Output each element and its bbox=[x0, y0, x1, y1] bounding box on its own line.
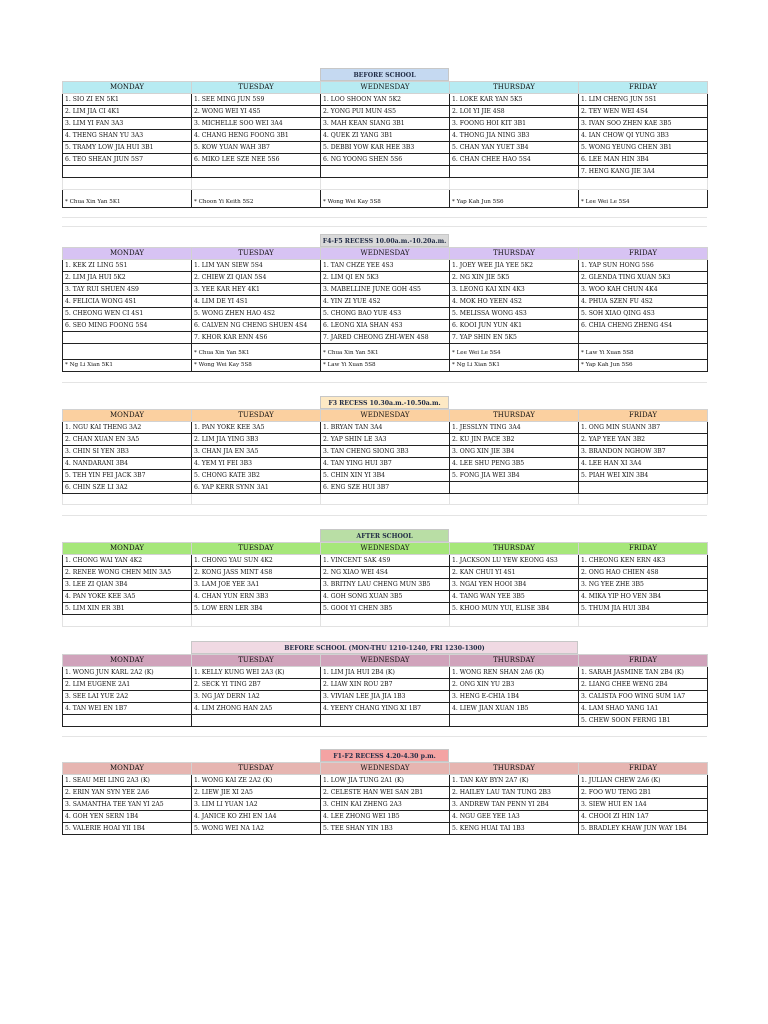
student-cell: 3. NG YEE ZHE 3B5 bbox=[579, 579, 708, 591]
student-cell bbox=[321, 166, 450, 178]
student-cell bbox=[63, 714, 192, 726]
student-cell: 1. LOKE KAR YAN 5K5 bbox=[450, 94, 579, 106]
student-cell: 6. YAP KERR SYNN 3A1 bbox=[192, 481, 321, 493]
student-cell: 4. THENG SHAN YU 3A3 bbox=[63, 130, 192, 142]
teacher-cell: * Ng Li Xian 5K1 bbox=[450, 359, 579, 371]
student-cell: 6. LEONG XIA SHAN 4S3 bbox=[321, 319, 450, 331]
day-header: THURSDAY bbox=[450, 82, 579, 94]
student-cell bbox=[450, 166, 579, 178]
student-cell: 4. LIM DE YI 4S1 bbox=[192, 295, 321, 307]
student-cell bbox=[63, 166, 192, 178]
table-row bbox=[63, 106, 708, 118]
student-cell: 2. LIM QI EN 5K3 bbox=[321, 271, 450, 283]
student-cell: 2. KU JIN PACE 3B2 bbox=[450, 433, 579, 445]
table-row bbox=[63, 295, 708, 307]
student-cell: 2. LOI YI JIE 4S8 bbox=[450, 106, 579, 118]
student-cell: 3. FOONG HOI KIT 3B1 bbox=[450, 118, 579, 130]
student-cell: 4. TANG WAN YEE 3B5 bbox=[450, 591, 579, 603]
day-header: FRIDAY bbox=[579, 82, 708, 94]
student-cell: 2. LIANG CHEE WENG 2B4 bbox=[579, 678, 708, 690]
student-cell: 4. CHAN YUN ERN 3B3 bbox=[192, 591, 321, 603]
student-cell: 2. TEY WEN WEI 4S4 bbox=[579, 106, 708, 118]
block-title-row bbox=[62, 641, 707, 654]
teacher-cell: * Yap Kah Jun 5S6 bbox=[450, 189, 579, 207]
block-title-row bbox=[62, 396, 707, 409]
student-cell: 1. SIO ZI EN 5K1 bbox=[63, 94, 192, 106]
table-row bbox=[63, 678, 708, 690]
block-f1-f2-recess bbox=[62, 749, 707, 835]
student-cell: 1. TAN KAY BYN 2A7 (K) bbox=[450, 774, 579, 786]
block-title-row bbox=[62, 68, 707, 81]
student-cell: 3. LIM LI YUAN 1A2 bbox=[192, 798, 321, 810]
duty-table bbox=[62, 762, 708, 835]
student-cell: 3. ANDREW TAN PENN YI 2B4 bbox=[450, 798, 579, 810]
student-cell: 3. TAY RUI SHUEN 4S9 bbox=[63, 283, 192, 295]
student-cell: 4. IAN CHOW QI YUNG 3B3 bbox=[579, 130, 708, 142]
student-cell: 5. TEH YIN FEI JACK 3B7 bbox=[63, 469, 192, 481]
day-header: WEDNESDAY bbox=[321, 82, 450, 94]
student-cell: 1. SEE MING JUN 5S9 bbox=[192, 94, 321, 106]
student-cell: 5. BRADLEY KHAW JUN WAY 1B4 bbox=[579, 822, 708, 834]
student-cell: 2. CHIEW ZI QIAN 5S4 bbox=[192, 271, 321, 283]
student-cell: 4. MOK HO YEEN 4S2 bbox=[450, 295, 579, 307]
day-header: THURSDAY bbox=[450, 247, 579, 259]
day-header-row bbox=[63, 247, 708, 259]
student-cell: 2. LIEW JIE XI 2A5 bbox=[192, 786, 321, 798]
student-cell bbox=[450, 714, 579, 726]
student-cell: 5. SOH XIAO QING 4S3 bbox=[579, 307, 708, 319]
student-cell: 1. LIM JIA HUI 2B4 (K) bbox=[321, 666, 450, 678]
student-cell: 3. CHIN SI YEN 3B3 bbox=[63, 445, 192, 457]
student-cell: 2. WONG WEI YI 4S5 bbox=[192, 106, 321, 118]
student-cell: 1. WONG KAI ZE 2A2 (K) bbox=[192, 774, 321, 786]
student-cell: 6. TEO SHEAN JIUN 5S7 bbox=[63, 154, 192, 166]
day-header-row bbox=[63, 762, 708, 774]
student-cell: 1. BRYAN TAN 3A4 bbox=[321, 421, 450, 433]
teacher-cell: * Ng Li Xian 5K1 bbox=[63, 359, 192, 371]
student-cell: 2. NG XIAO WEI 4S4 bbox=[321, 567, 450, 579]
student-cell: 3. YEE KAR HEY 4K1 bbox=[192, 283, 321, 295]
student-cell: 2. NG XIN JIE 5K5 bbox=[450, 271, 579, 283]
student-cell: 1. CHEONG KEN ERN 4K3 bbox=[579, 555, 708, 567]
teacher-row bbox=[63, 343, 708, 359]
student-cell: 2. CHAN XUAN EN 3A5 bbox=[63, 433, 192, 445]
teacher-cell: * Chua Xin Yan 5K1 bbox=[321, 343, 450, 359]
block-title: F4-F5 RECESS 10.00a.m.-10.20a.m. bbox=[320, 234, 449, 247]
student-cell: 5. CHONG KATE 3B2 bbox=[192, 469, 321, 481]
student-cell: 1. WONG JUN KARL 2A2 (K) bbox=[63, 666, 192, 678]
day-header: WEDNESDAY bbox=[321, 762, 450, 774]
student-cell: 1. CHONG YAU SUN 4K2 bbox=[192, 555, 321, 567]
student-cell: 5. LOW ERN LER 3B4 bbox=[192, 603, 321, 615]
student-cell: 3. LEONG KAI XIN 4K3 bbox=[450, 283, 579, 295]
student-cell: 3. NGAI YEN HOOI 3B4 bbox=[450, 579, 579, 591]
student-cell: 4. YIN ZI YUE 4S2 bbox=[321, 295, 450, 307]
student-cell: 2. ERIN YAN SYN YEE 2A6 bbox=[63, 786, 192, 798]
student-cell: 3. CHIN KAI ZHENG 2A3 bbox=[321, 798, 450, 810]
student-cell: 7. YAP SHIN EN 5K5 bbox=[450, 331, 579, 343]
table-row bbox=[63, 798, 708, 810]
duty-table bbox=[62, 654, 708, 727]
student-cell: 4. LIEW JIAN XUAN 1B5 bbox=[450, 702, 579, 714]
table-row bbox=[63, 579, 708, 591]
day-header: TUESDAY bbox=[192, 543, 321, 555]
teacher-cell: * Lee Wei Le 5S4 bbox=[450, 343, 579, 359]
student-cell: 4. YEENY CHANG YING XI 1B7 bbox=[321, 702, 450, 714]
day-header: TUESDAY bbox=[192, 82, 321, 94]
duty-table bbox=[62, 409, 708, 506]
student-cell bbox=[63, 331, 192, 343]
student-cell: 6. CALVEN NG CHENG SHUEN 4S4 bbox=[192, 319, 321, 331]
student-cell: 2. LIM EUGENE 2A1 bbox=[63, 678, 192, 690]
student-cell: 1. WONG REN SHAN 2A6 (K) bbox=[450, 666, 579, 678]
student-cell: 1. TAN CHZE YEE 4S3 bbox=[321, 259, 450, 271]
student-cell: 7. JARED CHEONG ZHI-WEN 4S8 bbox=[321, 331, 450, 343]
table-row bbox=[63, 555, 708, 567]
day-header: WEDNESDAY bbox=[321, 654, 450, 666]
table-row bbox=[63, 810, 708, 822]
student-cell: 3. LIM YI FAN 3A3 bbox=[63, 118, 192, 130]
block-before-school bbox=[62, 68, 707, 208]
student-cell bbox=[192, 166, 321, 178]
student-cell: 5. WONG YEUNG CHEN 3B1 bbox=[579, 142, 708, 154]
table-row bbox=[63, 130, 708, 142]
student-cell: 1. JACKSON LU YEW KEONG 4S3 bbox=[450, 555, 579, 567]
student-cell: 4. YEM YI FEI 3B3 bbox=[192, 457, 321, 469]
student-cell: 5. TRAMY LOW JIA HUI 3B1 bbox=[63, 142, 192, 154]
day-header: FRIDAY bbox=[579, 654, 708, 666]
roster-sheet bbox=[62, 68, 707, 835]
table-row bbox=[63, 445, 708, 457]
student-cell: 1. JESSLYN TING 3A4 bbox=[450, 421, 579, 433]
student-cell: 2. RENEE WONG CHEN MIN 3A5 bbox=[63, 567, 192, 579]
table-row bbox=[63, 457, 708, 469]
section-gap bbox=[62, 208, 707, 234]
duty-table bbox=[62, 81, 708, 208]
day-header: TUESDAY bbox=[192, 762, 321, 774]
day-header: FRIDAY bbox=[579, 762, 708, 774]
teacher-cell: * Lee Wei Le 5S4 bbox=[579, 189, 708, 207]
table-row bbox=[63, 714, 708, 726]
table-row bbox=[63, 469, 708, 481]
student-cell: 4. LEE ZHONG WEI 1B5 bbox=[321, 810, 450, 822]
student-cell bbox=[321, 714, 450, 726]
block-title-row bbox=[62, 234, 707, 247]
day-header: MONDAY bbox=[63, 543, 192, 555]
student-cell: 1. LIM CHENG JUN 5S1 bbox=[579, 94, 708, 106]
student-cell: 3. SIEW HUI EN 1A4 bbox=[579, 798, 708, 810]
student-cell: 1. KELLY KUNG WEI 2A3 (K) bbox=[192, 666, 321, 678]
block-title: BEFORE SCHOOL (MON-THU 1210-1240, FRI 1230-1300) bbox=[191, 641, 578, 654]
student-cell: 1. SARAH JASMINE TAN 2B4 (K) bbox=[579, 666, 708, 678]
blank-row bbox=[63, 615, 708, 627]
student-cell: 4. PHUA SZEN FU 4S2 bbox=[579, 295, 708, 307]
table-row bbox=[63, 567, 708, 579]
day-header: WEDNESDAY bbox=[321, 247, 450, 259]
day-header: FRIDAY bbox=[579, 409, 708, 421]
student-cell: 1. CHONG WAI YAN 4K2 bbox=[63, 555, 192, 567]
student-cell: 1. LOO SHOON YAN 5K2 bbox=[321, 94, 450, 106]
student-cell: 1. VINCENT SAK 4S9 bbox=[321, 555, 450, 567]
teacher-cell: * Yap Kah Jun 5S6 bbox=[579, 359, 708, 371]
table-row bbox=[63, 433, 708, 445]
student-cell: 1. JOEY WEE JIA YEE 5K2 bbox=[450, 259, 579, 271]
block-title: F3 RECESS 10.30a.m.-10.50a.m. bbox=[320, 396, 449, 409]
block-after-school bbox=[62, 529, 707, 627]
student-cell: 2. LIM JIA CI 4K1 bbox=[63, 106, 192, 118]
table-row bbox=[63, 94, 708, 106]
table-row bbox=[63, 319, 708, 331]
student-cell: 4. CHANG HENG FOONG 3B1 bbox=[192, 130, 321, 142]
block-title: AFTER SCHOOL bbox=[320, 529, 449, 542]
student-cell: 4. TAN WEI EN 1B7 bbox=[63, 702, 192, 714]
student-cell: 1. JULIAN CHEW 2A6 (K) bbox=[579, 774, 708, 786]
student-cell: 5. GOOI YI CHEN 3B5 bbox=[321, 603, 450, 615]
table-row bbox=[63, 603, 708, 615]
day-header: THURSDAY bbox=[450, 409, 579, 421]
student-cell: 5. CHAN YAN YUET 3B4 bbox=[450, 142, 579, 154]
day-header: MONDAY bbox=[63, 654, 192, 666]
day-header: THURSDAY bbox=[450, 543, 579, 555]
student-cell: 5. CHEW SOON FERNG 1B1 bbox=[579, 714, 708, 726]
student-cell: 2. ONG HAO CHIEN 4S8 bbox=[579, 567, 708, 579]
student-cell: 1. YAP SUN HONG 5S6 bbox=[579, 259, 708, 271]
block-title: BEFORE SCHOOL bbox=[320, 68, 449, 81]
student-cell: 3. MAH KEAN SIANG 3B1 bbox=[321, 118, 450, 130]
student-cell: 5. TEE SHAN YIN 1B3 bbox=[321, 822, 450, 834]
student-cell: 2. ONG XIN YU 2B3 bbox=[450, 678, 579, 690]
student-cell: 6. CHIA CHENG ZHENG 4S4 bbox=[579, 319, 708, 331]
day-header: TUESDAY bbox=[192, 409, 321, 421]
student-cell: 6. ENG SZE HUI 3B7 bbox=[321, 481, 450, 493]
table-row bbox=[63, 481, 708, 493]
student-cell: 2. GLENDA TING XUAN 5K3 bbox=[579, 271, 708, 283]
student-cell: 4. LEE HAN XI 3A4 bbox=[579, 457, 708, 469]
student-cell: 4. NGU GEE YEE 1A3 bbox=[450, 810, 579, 822]
student-cell: 3. IVAN SOO ZHEN KAE 3B5 bbox=[579, 118, 708, 130]
student-cell: 2. FOO WU TENG 2B1 bbox=[579, 786, 708, 798]
student-cell: 1. PAN YOKE KEE 3A5 bbox=[192, 421, 321, 433]
day-header: MONDAY bbox=[63, 762, 192, 774]
student-cell: 2. YAP SHIN LE 3A3 bbox=[321, 433, 450, 445]
day-header: THURSDAY bbox=[450, 654, 579, 666]
table-row bbox=[63, 421, 708, 433]
duty-table bbox=[62, 542, 708, 627]
student-cell: 6. MIKO LEE SZE NEE 5S6 bbox=[192, 154, 321, 166]
table-row bbox=[63, 142, 708, 154]
block-title: F1-F2 RECESS 4.20-4.30 p.m. bbox=[320, 749, 449, 762]
duty-table bbox=[62, 247, 708, 372]
student-cell: 5. KOW YUAN WAH 3B7 bbox=[192, 142, 321, 154]
teacher-cell: * Wong Wei Kay 5S8 bbox=[321, 189, 450, 207]
teacher-cell: * Law Yi Xuan 5S8 bbox=[579, 343, 708, 359]
section-gap bbox=[62, 727, 707, 749]
student-cell: 2. SECK YI TING 2B7 bbox=[192, 678, 321, 690]
student-cell bbox=[579, 331, 708, 343]
student-cell: 3. LAM JOE YEE 3A1 bbox=[192, 579, 321, 591]
block-title-row bbox=[62, 529, 707, 542]
teacher-cell: * Chua Xin Yan 5K1 bbox=[192, 343, 321, 359]
student-cell: 3. NG JAY DERN 1A2 bbox=[192, 690, 321, 702]
student-cell: 2. KAN CHUI YI 4S1 bbox=[450, 567, 579, 579]
student-cell: 4. GOH SONG XUAN 3B5 bbox=[321, 591, 450, 603]
student-cell: 1. SEAU MEI LING 2A3 (K) bbox=[63, 774, 192, 786]
table-row bbox=[63, 283, 708, 295]
student-cell: 4. JANICE KO ZHI EN 1A4 bbox=[192, 810, 321, 822]
student-cell: 2. KONG JASS MINT 4S8 bbox=[192, 567, 321, 579]
student-cell: 5. DEBBI YOW KAR HEE 3B3 bbox=[321, 142, 450, 154]
block-f4-f5-recess bbox=[62, 234, 707, 372]
student-cell: 2. LIM JIA HUI 5K2 bbox=[63, 271, 192, 283]
student-cell: 4. LEE SHU PENG 3B5 bbox=[450, 457, 579, 469]
student-cell: 4. GOH YEN SERN 1B4 bbox=[63, 810, 192, 822]
student-cell: 3. CALISTA FOO WING SUM 1A7 bbox=[579, 690, 708, 702]
student-cell: 5. WONG WEI NA 1A2 bbox=[192, 822, 321, 834]
student-cell: 6. KOOI JUN YUN 4K1 bbox=[450, 319, 579, 331]
teacher-cell: * Law Yi Xuan 5S8 bbox=[321, 359, 450, 371]
student-cell: 3. WOO KAH CHUN 4K4 bbox=[579, 283, 708, 295]
teacher-row bbox=[63, 359, 708, 371]
student-cell: 1. LIM YAN SIEW 5S4 bbox=[192, 259, 321, 271]
student-cell: 6. CHIN SZE LI 3A2 bbox=[63, 481, 192, 493]
student-cell: 3. BRITNY LAU CHENG MUN 3B5 bbox=[321, 579, 450, 591]
student-cell: 3. LEE ZI QIAN 3B4 bbox=[63, 579, 192, 591]
day-header: MONDAY bbox=[63, 82, 192, 94]
day-header-row bbox=[63, 543, 708, 555]
day-header: WEDNESDAY bbox=[321, 543, 450, 555]
table-row bbox=[63, 271, 708, 283]
table-row bbox=[63, 307, 708, 319]
student-cell: 4. QUEK ZI YANG 3B1 bbox=[321, 130, 450, 142]
student-cell: 5. THUM JIA HUI 3B4 bbox=[579, 603, 708, 615]
table-row bbox=[63, 154, 708, 166]
student-cell: 5. CHIN XIN YI 3B4 bbox=[321, 469, 450, 481]
block-f3-recess bbox=[62, 396, 707, 506]
student-cell: 3. VIVIAN LEE JIA JIA 1B3 bbox=[321, 690, 450, 702]
student-cell: 4. NANDARANI 3B4 bbox=[63, 457, 192, 469]
student-cell: 3. HENG E-CHIA 1B4 bbox=[450, 690, 579, 702]
student-cell: 4. LIM ZHONG HAN 2A5 bbox=[192, 702, 321, 714]
student-cell: 3. SEE LAI YUE 2A2 bbox=[63, 690, 192, 702]
student-cell: 5. MELISSA WONG 4S3 bbox=[450, 307, 579, 319]
section-gap bbox=[62, 627, 707, 641]
student-cell: 5. FONG JIA WEI 3B4 bbox=[450, 469, 579, 481]
block-before-school-lower bbox=[62, 641, 707, 727]
student-cell: 2. LIM JIA YING 3B3 bbox=[192, 433, 321, 445]
student-cell: 6. NG YOONG SHEN 5S6 bbox=[321, 154, 450, 166]
table-row bbox=[63, 690, 708, 702]
table-row bbox=[63, 118, 708, 130]
student-cell: 6. SEO MING FOONG 5S4 bbox=[63, 319, 192, 331]
student-cell: 3. ONG XIN JIE 3B4 bbox=[450, 445, 579, 457]
student-cell: 2. YAP YEE YAN 3B2 bbox=[579, 433, 708, 445]
student-cell: 5. PIAH WEI XIN 3B4 bbox=[579, 469, 708, 481]
day-header: MONDAY bbox=[63, 247, 192, 259]
blank-row bbox=[63, 493, 708, 505]
student-cell: 5. KENG HUAI TAI 1B3 bbox=[450, 822, 579, 834]
table-row bbox=[63, 822, 708, 834]
student-cell bbox=[579, 481, 708, 493]
day-header-row bbox=[63, 409, 708, 421]
student-cell bbox=[450, 481, 579, 493]
teacher-cell: * Wong Wei Kay 5S8 bbox=[192, 359, 321, 371]
table-row bbox=[63, 259, 708, 271]
student-cell: 2. YONG PUI MUN 4S5 bbox=[321, 106, 450, 118]
student-cell bbox=[192, 714, 321, 726]
table-row bbox=[63, 591, 708, 603]
day-header: TUESDAY bbox=[192, 654, 321, 666]
student-cell: 5. CHEONG WEN CI 4S1 bbox=[63, 307, 192, 319]
table-row bbox=[63, 774, 708, 786]
day-header-row bbox=[63, 654, 708, 666]
student-cell: 4. LAM SHAO YANG 1A1 bbox=[579, 702, 708, 714]
student-cell: 5. VALERIE HOAI YII 1B4 bbox=[63, 822, 192, 834]
student-cell: 1. NGU KAI THENG 3A2 bbox=[63, 421, 192, 433]
student-cell: 5. WONG ZHEN HAO 4S2 bbox=[192, 307, 321, 319]
student-cell: 3. TAN CHENG SIONG 3B3 bbox=[321, 445, 450, 457]
student-cell: 5. LIM XIN ER 3B1 bbox=[63, 603, 192, 615]
teacher-cell: * Choon Yi Keith 5S2 bbox=[192, 189, 321, 207]
day-header: FRIDAY bbox=[579, 543, 708, 555]
student-cell: 3. CHAN JIA EN 3A5 bbox=[192, 445, 321, 457]
block-title-row bbox=[62, 749, 707, 762]
student-cell: 1. ONG MIN SUANN 3B7 bbox=[579, 421, 708, 433]
student-cell: 5. CHONG BAO YUE 4S3 bbox=[321, 307, 450, 319]
student-cell: 6. LEE MAN HIN 3B4 bbox=[579, 154, 708, 166]
student-cell: 4. MIKA YIP HO VEN 3B4 bbox=[579, 591, 708, 603]
student-cell: 2. HAILEY LAU TAN TUNG 2B3 bbox=[450, 786, 579, 798]
table-row bbox=[63, 666, 708, 678]
student-cell: 3. MABELLINE JUNE GOH 4S5 bbox=[321, 283, 450, 295]
table-row bbox=[63, 166, 708, 178]
table-row bbox=[63, 331, 708, 343]
student-cell: 4. THONG JIA NING 3B3 bbox=[450, 130, 579, 142]
student-cell: 4. PAN YOKE KEE 3A5 bbox=[63, 591, 192, 603]
student-cell: 4. CHOOI ZI HIN 1A7 bbox=[579, 810, 708, 822]
table-row bbox=[63, 786, 708, 798]
day-header-row bbox=[63, 82, 708, 94]
teacher-row bbox=[63, 189, 708, 207]
student-cell: 2. CELESTE HAN WEI SAN 2B1 bbox=[321, 786, 450, 798]
day-header: THURSDAY bbox=[450, 762, 579, 774]
blank-row bbox=[63, 178, 708, 190]
student-cell: 1. KEK ZI LING 5S1 bbox=[63, 259, 192, 271]
student-cell: 1. LOW JIA TUNG 2A1 (K) bbox=[321, 774, 450, 786]
student-cell: 7. KHOR KAR ENN 4S6 bbox=[192, 331, 321, 343]
student-cell: 5. KHOO MUN YUI, ELISE 3B4 bbox=[450, 603, 579, 615]
teacher-cell bbox=[63, 343, 192, 359]
section-gap bbox=[62, 372, 707, 396]
day-header: MONDAY bbox=[63, 409, 192, 421]
student-cell: 3. MICHELLE SOO WEI 3A4 bbox=[192, 118, 321, 130]
student-cell: 3. SAMANTHA TEE YAN YI 2A5 bbox=[63, 798, 192, 810]
student-cell: 6. CHAN CHEE HAO 5S4 bbox=[450, 154, 579, 166]
day-header: FRIDAY bbox=[579, 247, 708, 259]
student-cell: 7. HENG KANG JIE 3A4 bbox=[579, 166, 708, 178]
student-cell: 4. FELICIA WONG 4S1 bbox=[63, 295, 192, 307]
student-cell: 4. TAN YING HUI 3B7 bbox=[321, 457, 450, 469]
student-cell: 3. BRANDON NGHOW 3B7 bbox=[579, 445, 708, 457]
table-row bbox=[63, 702, 708, 714]
teacher-cell: * Chua Xin Yan 5K1 bbox=[63, 189, 192, 207]
day-header: WEDNESDAY bbox=[321, 409, 450, 421]
section-gap bbox=[62, 505, 707, 529]
student-cell: 2. LIAW XIN ROU 2B7 bbox=[321, 678, 450, 690]
day-header: TUESDAY bbox=[192, 247, 321, 259]
